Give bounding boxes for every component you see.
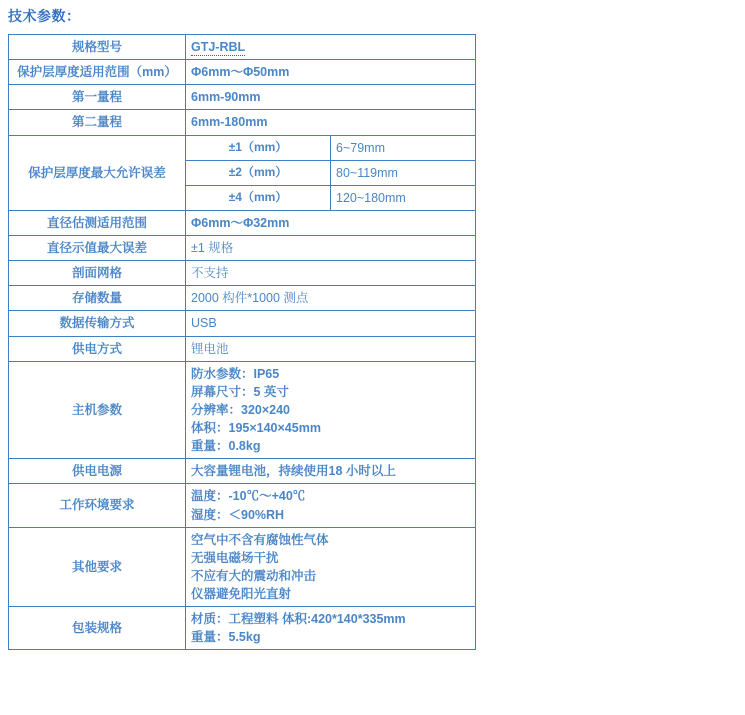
row-value: USB bbox=[186, 311, 476, 336]
row-label: 数据传输方式 bbox=[9, 311, 186, 336]
row-label: 直径估测适用范围 bbox=[9, 210, 186, 235]
row-value: 6~79mm bbox=[331, 135, 476, 160]
row-value: 80~119mm bbox=[331, 160, 476, 185]
row-label: 保护层厚度适用范围（mm） bbox=[9, 60, 186, 85]
row-label: 第一量程 bbox=[9, 85, 186, 110]
table-row bbox=[9, 85, 476, 110]
row-value-environment: 温度：-10℃～+40℃ 湿度：＜90%RH bbox=[186, 484, 476, 527]
row-label: 第二量程 bbox=[9, 110, 186, 135]
row-label: 主机参数 bbox=[9, 361, 186, 459]
row-label: 工作环境要求 bbox=[9, 484, 186, 527]
page-title: 技术参数： bbox=[8, 8, 81, 24]
row-value: 120~180mm bbox=[331, 185, 476, 210]
row-value: 大容量锂电池，持续使用18 小时以上 bbox=[186, 459, 476, 484]
table-row bbox=[9, 459, 476, 484]
table-row bbox=[9, 336, 476, 361]
table-row bbox=[9, 35, 476, 60]
row-value: Φ6mm～Φ50mm bbox=[186, 60, 476, 85]
table-row bbox=[9, 286, 476, 311]
table-row bbox=[9, 236, 476, 261]
row-label: 其他要求 bbox=[9, 527, 186, 607]
row-value: 6mm-90mm bbox=[186, 85, 476, 110]
table-row bbox=[9, 607, 476, 650]
table-row bbox=[9, 261, 476, 286]
table-row bbox=[9, 484, 476, 527]
row-label: 包装规格 bbox=[9, 607, 186, 650]
row-label: 直径示值最大误差 bbox=[9, 236, 186, 261]
row-label: 存储数量 bbox=[9, 286, 186, 311]
row-label: 规格型号 bbox=[9, 35, 186, 60]
row-label: 供电方式 bbox=[9, 336, 186, 361]
spec-table bbox=[8, 34, 476, 650]
table-row bbox=[9, 361, 476, 459]
row-sublabel: ±4（mm） bbox=[186, 185, 331, 210]
table-row bbox=[9, 135, 476, 160]
row-value-host-params: 防水参数：IP65 屏幕尺寸：5 英寸 分辨率：320×240 体积：195×140×45mm 重量：0.8kg bbox=[186, 361, 476, 459]
row-value: 不支持 bbox=[186, 261, 476, 286]
row-value: Φ6mm～Φ32mm bbox=[186, 210, 476, 235]
row-value: ±1 规格 bbox=[186, 236, 476, 261]
table-row bbox=[9, 60, 476, 85]
row-label-tolerance: 保护层厚度最大允许误差 bbox=[9, 135, 186, 210]
row-label: 剖面网格 bbox=[9, 261, 186, 286]
table-row bbox=[9, 210, 476, 235]
row-value: 6mm-180mm bbox=[186, 110, 476, 135]
row-value-packaging: 材质：工程塑料 体积:420*140*335mm 重量：5.5kg bbox=[186, 607, 476, 650]
row-label: 供电电源 bbox=[9, 459, 186, 484]
row-sublabel: ±2（mm） bbox=[186, 160, 331, 185]
row-value: 锂电池 bbox=[186, 336, 476, 361]
row-sublabel: ±1（mm） bbox=[186, 135, 331, 160]
row-value: GTJ-RBL bbox=[186, 35, 476, 60]
table-row bbox=[9, 527, 476, 607]
table-row bbox=[9, 110, 476, 135]
table-row bbox=[9, 311, 476, 336]
row-value-other-requirements: 空气中不含有腐蚀性气体 无强电磁场干扰 不应有大的震动和冲击 仪器避免阳光直射 bbox=[186, 527, 476, 607]
row-value: 2000 构件*1000 测点 bbox=[186, 286, 476, 311]
